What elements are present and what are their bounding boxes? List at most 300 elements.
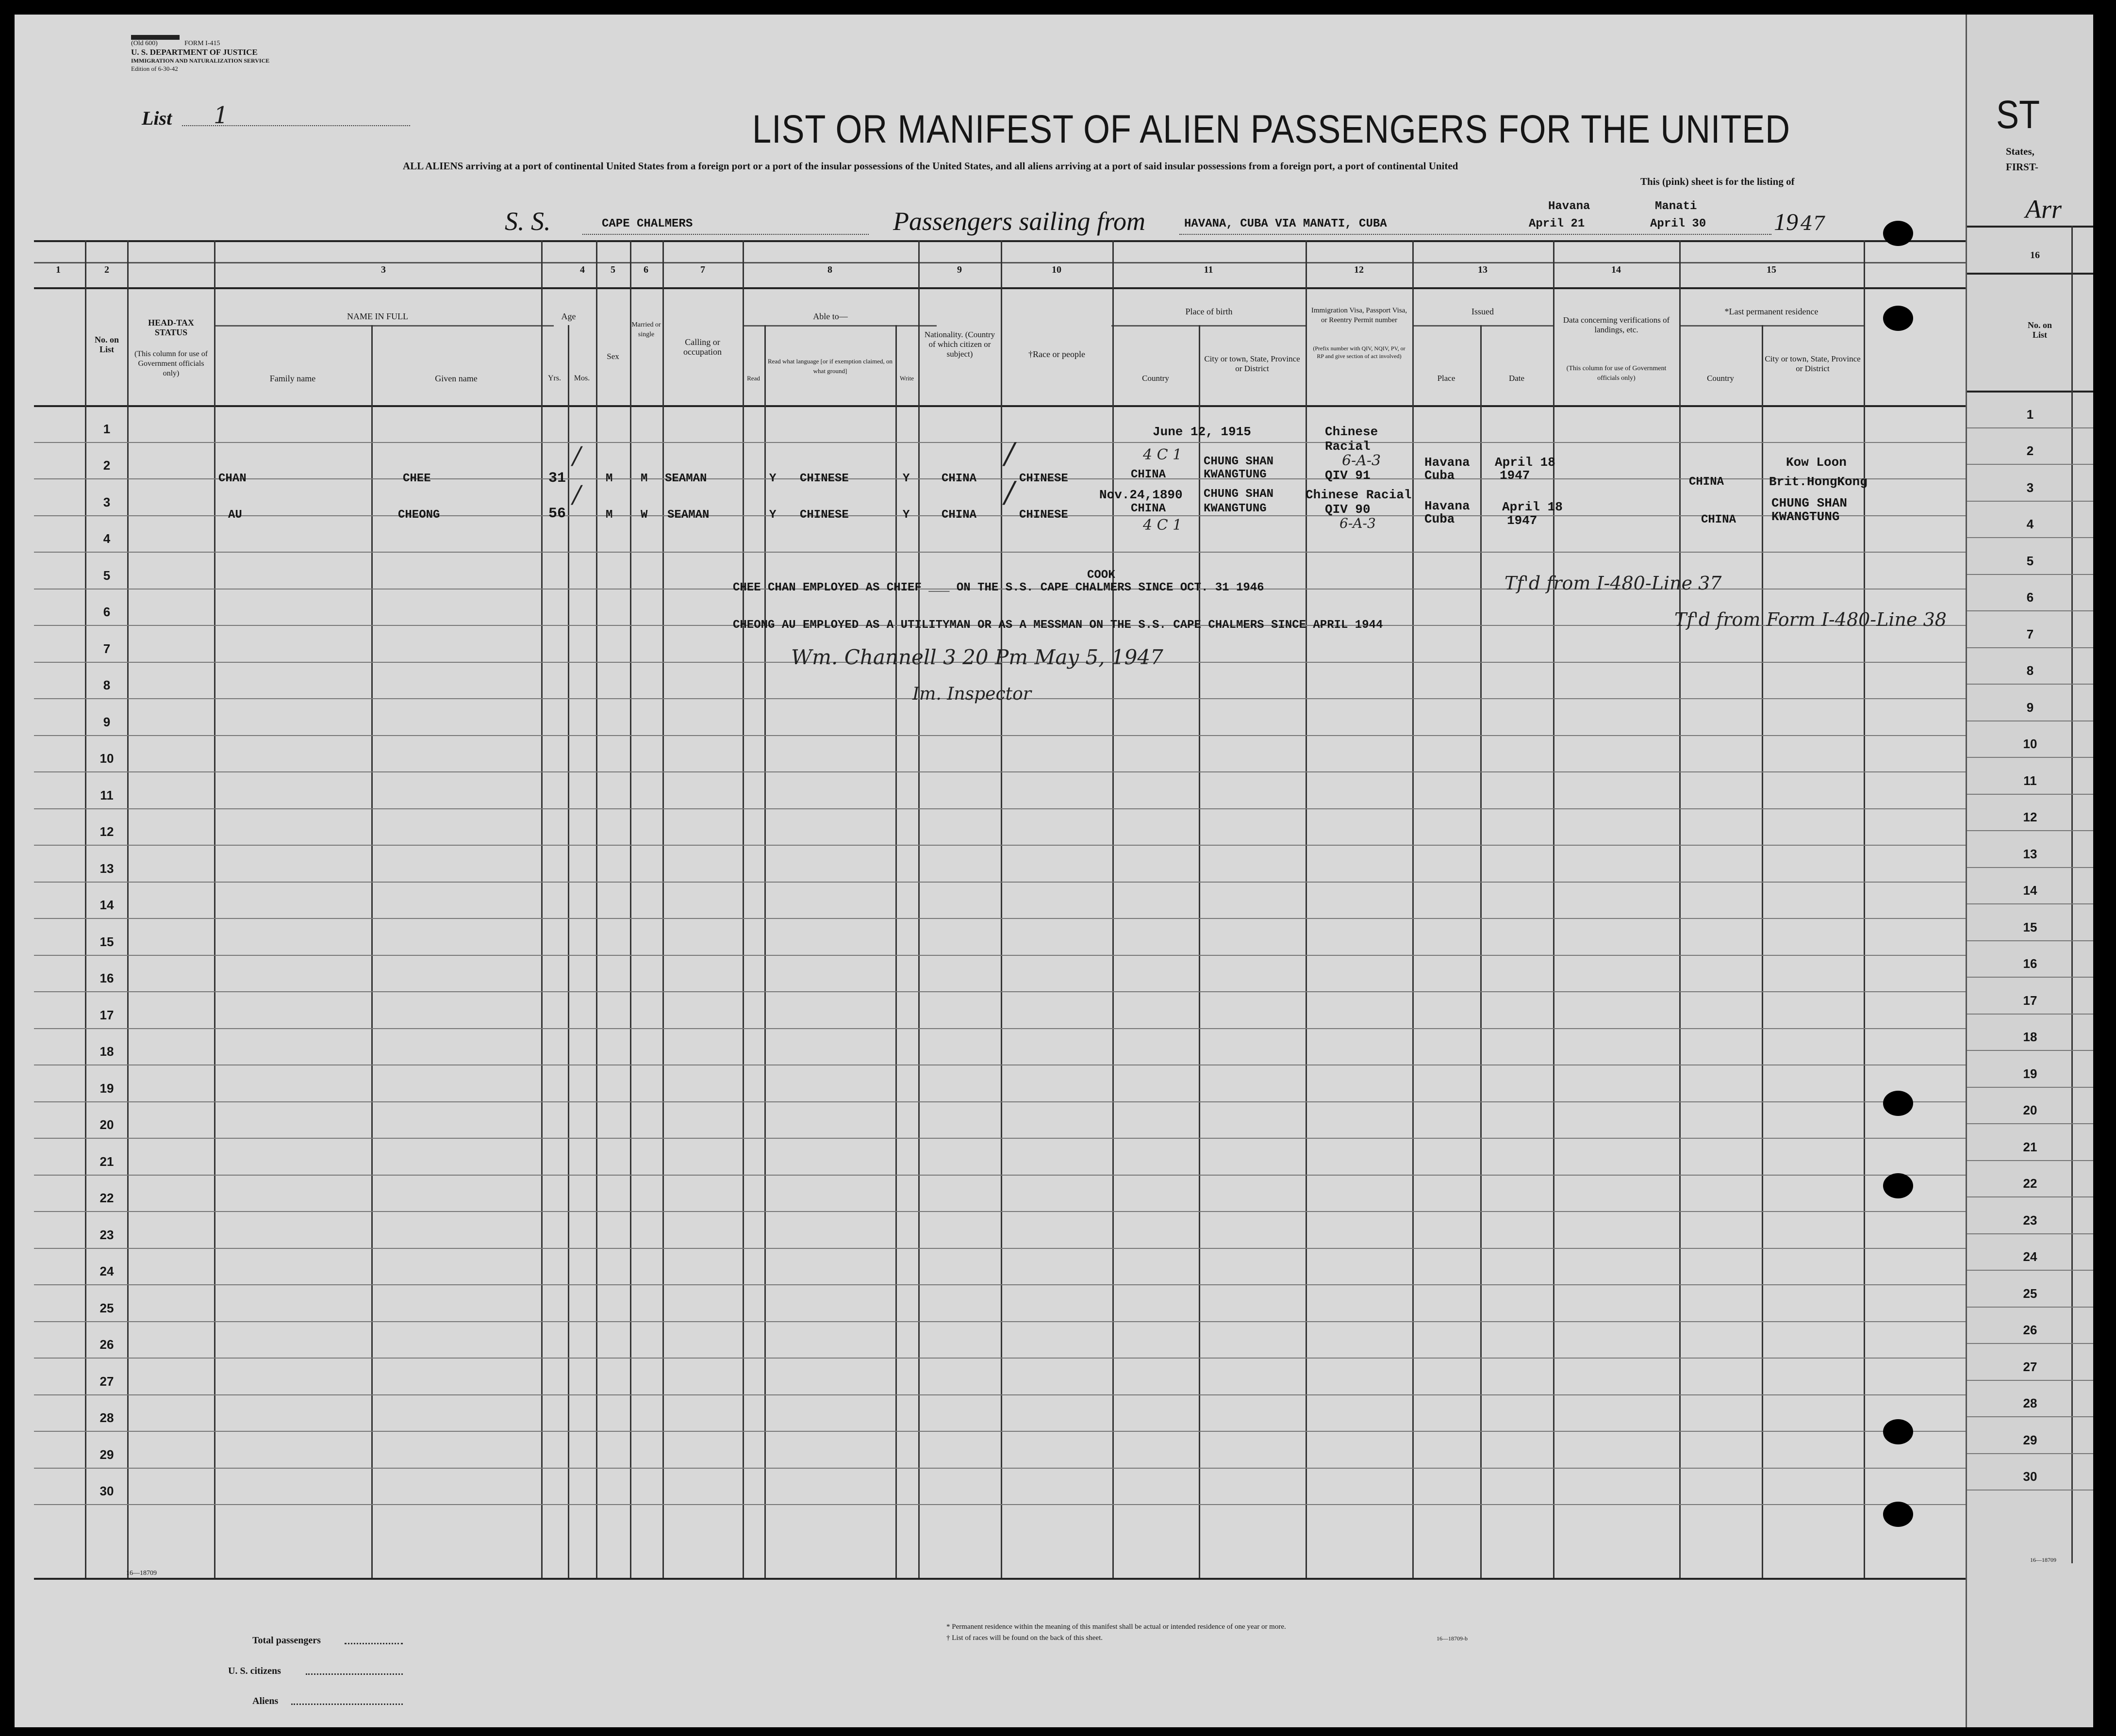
- row-line: [34, 735, 1980, 736]
- row-number: 27: [99, 1374, 114, 1389]
- us-citizens-line: [306, 1673, 403, 1675]
- row-number: 14: [99, 898, 114, 912]
- given-name-1: CHEE: [403, 472, 431, 485]
- row-line: [34, 1394, 1980, 1395]
- row-number: 6: [103, 605, 111, 619]
- punch-hole: [1883, 1173, 1913, 1198]
- manifest-subtitle: ALL ALIENS arriving at a port of continental United States from a foreign port or a port of the insular possessions of the United States, and all aliens arriving at a port of said insular possessions from a foreign port, a port of continental United: [403, 160, 1458, 172]
- header-data-note: (This column for use of Government officials only): [1566, 365, 1667, 382]
- header-birth-city: City or town, State, Province or District: [1204, 354, 1300, 373]
- header-write: Write: [899, 375, 914, 382]
- row-line-16: [1967, 867, 2093, 868]
- year-prefix: 19: [1774, 208, 1798, 235]
- read-2: Y: [769, 508, 777, 522]
- row-number: 20: [99, 1117, 114, 1132]
- aliens-line: [291, 1703, 403, 1705]
- row-number-16: 4: [2026, 517, 2034, 531]
- row-line-16: [1967, 1380, 2093, 1381]
- row-number: 8: [103, 678, 111, 692]
- row-line: [34, 1468, 1980, 1469]
- header-visa: Immigration Visa, Passport Visa, or Reentry Permit number: [1311, 307, 1407, 324]
- header-head-tax-note: (This column for use of Government officials only): [134, 350, 208, 377]
- column-number-line: [34, 262, 1980, 263]
- col-line: [1306, 240, 1307, 1578]
- row-line: [34, 918, 1980, 919]
- row-number-16: 24: [2023, 1249, 2037, 1264]
- language-2: CHINESE: [800, 508, 849, 522]
- col-line: [1762, 325, 1763, 1578]
- col-line: [371, 325, 373, 1578]
- row-number-16: 7: [2026, 626, 2034, 641]
- row-line-16: [1967, 940, 2093, 941]
- list-number: 1: [214, 102, 229, 129]
- table-top-line: [34, 240, 1980, 242]
- sailing-label: Passengers sailing from: [893, 207, 1146, 236]
- punch-hole: [1883, 1419, 1913, 1444]
- col-line: [1199, 325, 1200, 1578]
- us-citizens-label: U. S. citizens: [228, 1666, 281, 1676]
- row-line-16: [1967, 647, 2093, 648]
- col-line: [1553, 240, 1554, 1578]
- visa-2a: Chinese Racial: [1306, 488, 1412, 502]
- age-check-1: /: [573, 442, 581, 470]
- issued-year-1: 1947: [1500, 468, 1530, 483]
- row-number-16: 21: [2023, 1139, 2037, 1154]
- visa-1a: Chinese: [1325, 425, 1378, 439]
- row-number-16: 17: [2023, 993, 2037, 1008]
- column-number: 5: [611, 264, 615, 275]
- inspector-title: Im. Inspector: [912, 684, 1031, 704]
- col-line: [1679, 240, 1681, 1578]
- adjacent-col-line: [2071, 226, 2073, 1563]
- column-number: 2: [104, 264, 109, 275]
- header-read-language: Read what language [or if exemption claimed, on what ground]: [767, 358, 893, 375]
- punch-hole: [1883, 306, 1913, 331]
- ship-name: CAPE CHALMERS: [602, 217, 693, 230]
- row-line: [34, 1101, 1980, 1102]
- header-issued: Issued: [1471, 307, 1494, 316]
- row-line: [34, 808, 1980, 809]
- row-number: 11: [100, 787, 114, 802]
- column-number-16: 16: [2030, 250, 2040, 261]
- row-line: [34, 1321, 1980, 1322]
- race-1: CHINESE: [1019, 472, 1068, 485]
- header-able-to: Able to—: [813, 311, 848, 321]
- header-res-city: City or town, State, Province or District: [1765, 354, 1861, 373]
- col-line: [214, 240, 215, 1578]
- res-country-2: CHINA: [1701, 513, 1736, 526]
- row-number: 17: [99, 1007, 114, 1022]
- row-line-16: [1967, 1233, 2093, 1234]
- header-name-in-full: NAME IN FULL: [347, 311, 408, 321]
- row-number-16: 8: [2026, 663, 2034, 678]
- adjacent-subtitle-fragment: States,: [2006, 146, 2034, 157]
- total-passengers-line: [345, 1643, 403, 1644]
- sailing-line: [1179, 234, 1771, 235]
- row-number-16: 6: [2026, 590, 2034, 605]
- header-head-tax: HEAD-TAX STATUS: [148, 318, 194, 337]
- row-line-16: [1967, 464, 2093, 465]
- row-number: 13: [99, 861, 114, 876]
- col-line: [764, 325, 766, 1578]
- race-check-1: /: [1005, 437, 1015, 471]
- header-family-name: Family name: [269, 374, 316, 383]
- row-line-16: [1967, 903, 2093, 904]
- row-line-16: [1967, 1160, 2093, 1161]
- header-sex: Sex: [607, 352, 619, 361]
- total-passengers-label: Total passengers: [252, 1635, 321, 1646]
- row-number-16: 16: [2023, 956, 2037, 971]
- list-label: List: [142, 107, 172, 129]
- birth-date-1: June 12, 1915: [1153, 425, 1251, 439]
- header-bottom-line: [34, 405, 1980, 407]
- row-line-16: [1967, 1416, 2093, 1417]
- adjacent-subtitle-fragment-2: FIRST-: [2006, 161, 2038, 173]
- family-name-2: AU: [228, 508, 242, 522]
- row-number-16: 27: [2023, 1359, 2037, 1374]
- row-number: 29: [99, 1447, 114, 1462]
- write-1: Y: [903, 472, 910, 485]
- row-line-16: [1967, 537, 2093, 538]
- remark-line-5: CHEONG AU EMPLOYED AS A UTILITYMAN OR AS A MESSMAN ON THE S.S. CAPE CHALMERS SINCE APRIL 1944: [733, 619, 1383, 632]
- able-subheader-line: [743, 325, 937, 327]
- adjacent-header-top: [1967, 273, 2093, 275]
- header-no-on-list-16: No. on List: [2027, 320, 2052, 340]
- birth-province-2: KWANGTUNG: [1204, 502, 1267, 515]
- row-line-16: [1967, 1196, 2093, 1197]
- column-number: 14: [1611, 264, 1621, 275]
- issued-place-1b: Cuba: [1424, 468, 1455, 483]
- column-number: 3: [381, 264, 386, 275]
- issued-place-1: Havana: [1424, 455, 1470, 470]
- header-top-line: [34, 287, 1980, 289]
- row-number-16: 30: [2023, 1469, 2037, 1484]
- visa-1b: Racial: [1325, 439, 1371, 454]
- read-1: Y: [769, 472, 777, 485]
- visa-1c: 6-A-3: [1342, 452, 1381, 469]
- row-line-16: [1967, 1014, 2093, 1015]
- col-line: [1112, 240, 1114, 1578]
- marital-1: M: [641, 472, 648, 485]
- row-line-16: [1967, 794, 2093, 795]
- row-line-16: [1967, 977, 2093, 978]
- row-line-16: [1967, 610, 2093, 611]
- footnote-2: † List of races will be found on the back of this sheet.: [946, 1634, 1103, 1642]
- row-line-16: [1967, 1087, 2093, 1088]
- birth-note-1: 4 C 1: [1143, 446, 1182, 463]
- adjacent-header-bottom: [1967, 391, 2093, 393]
- ss-label: S. S.: [505, 207, 551, 236]
- punch-hole: [1883, 1502, 1913, 1527]
- row-line: [34, 991, 1980, 992]
- row-number: 3: [103, 494, 111, 509]
- year-suffix: 47: [1801, 213, 1825, 235]
- adjacent-sheet: [1966, 15, 2093, 1727]
- row-number-16: 3: [2026, 480, 2034, 495]
- remark-insert-cook: COOK: [1087, 569, 1115, 582]
- row-number-16: 28: [2023, 1396, 2037, 1410]
- visa-2c: 6-A-3: [1339, 515, 1376, 531]
- row-number-16: 10: [2023, 737, 2037, 751]
- row-number: 12: [99, 824, 114, 839]
- row-line: [34, 1211, 1980, 1212]
- header-place-of-birth: Place of birth: [1185, 307, 1233, 316]
- row-number-16: 14: [2023, 883, 2037, 898]
- row-line-16: [1967, 830, 2093, 831]
- row-number: 15: [99, 934, 114, 949]
- header-mos: Mos.: [574, 374, 590, 382]
- row-line-16: [1967, 574, 2093, 575]
- table-bottom-line: [34, 1578, 1980, 1580]
- row-line-16: [1967, 684, 2093, 685]
- row-number: 25: [99, 1300, 114, 1315]
- column-number: 1: [56, 264, 61, 275]
- row-number-16: 5: [2026, 553, 2034, 568]
- row-number: 28: [99, 1410, 114, 1425]
- birth-country-1: CHINA: [1131, 468, 1166, 481]
- col-line: [85, 240, 86, 1578]
- family-name-1: CHAN: [218, 472, 247, 485]
- given-name-2: CHEONG: [398, 508, 440, 522]
- birth-note-2: 4 C 1: [1143, 517, 1182, 534]
- header-visa-note: (Prefix number with QIV, NQIV, PV, or RP and give section of act involved): [1313, 345, 1405, 360]
- occupation-1: SEAMAN: [665, 472, 707, 485]
- race-2: CHINESE: [1019, 508, 1068, 522]
- row-number: 19: [99, 1081, 114, 1096]
- header-res-country: Country: [1707, 374, 1734, 383]
- row-number: 21: [99, 1154, 114, 1169]
- row-number-16: 12: [2023, 810, 2037, 824]
- row-line-16: [1967, 427, 2093, 428]
- row-line: [34, 515, 1980, 516]
- service: IMMIGRATION AND NATURALIZATION SERVICE: [131, 57, 270, 64]
- res-city-1b: Brit.HongKong: [1769, 475, 1868, 489]
- adjacent-title-fragment: ST: [1996, 93, 2040, 137]
- header-no-on-list: No. on List: [94, 335, 119, 354]
- row-number: 30: [99, 1484, 114, 1498]
- row-line-16: [1967, 1307, 2093, 1308]
- row-number-16: 23: [2023, 1212, 2037, 1228]
- manifest-title: LIST OR MANIFEST OF ALIEN PASSENGERS FOR THE UNITED: [752, 107, 1790, 151]
- row-number-16: 18: [2023, 1030, 2037, 1044]
- row-number-16: 15: [2023, 919, 2037, 934]
- date-2: April 30: [1650, 217, 1706, 230]
- nationality-1: CHINA: [942, 472, 977, 485]
- race-check-2: /: [1005, 475, 1015, 509]
- row-line: [34, 1175, 1980, 1176]
- age-2: 56: [548, 506, 566, 522]
- occupation-2: SEAMAN: [667, 508, 710, 522]
- birth-city-1: CHUNG SHAN: [1204, 455, 1274, 468]
- row-line-16: [1967, 501, 2093, 502]
- row-number: 22: [99, 1191, 114, 1205]
- issued-date-2: April 18: [1502, 500, 1563, 514]
- print-code-left: 16—18709: [126, 1570, 157, 1577]
- adjacent-print-code: 16—18709: [2030, 1556, 2056, 1563]
- birth-subheader-line: [1111, 325, 1306, 327]
- port-1: Havana: [1548, 200, 1590, 213]
- aliens-label: Aliens: [252, 1696, 279, 1706]
- header-married: Married or single: [631, 321, 661, 338]
- row-number-16: 25: [2023, 1286, 2037, 1301]
- col-line: [1001, 240, 1002, 1578]
- col-line: [743, 240, 744, 1578]
- issued-subheader-line: [1412, 325, 1553, 327]
- col-line: [127, 240, 129, 1578]
- adjacent-top-line: [1967, 226, 2093, 228]
- age-check-2: /: [573, 480, 581, 508]
- remark-handwritten-5: Tf'd from Form I-480-Line 38: [1674, 609, 1947, 630]
- row-number: 26: [99, 1337, 114, 1352]
- row-number-16: 13: [2023, 846, 2037, 861]
- issued-year-2: 1947: [1507, 513, 1537, 528]
- port-2: Manati: [1655, 200, 1697, 213]
- row-line: [34, 1358, 1980, 1359]
- header-last-residence: *Last permanent residence: [1724, 307, 1818, 316]
- age-1: 31: [548, 470, 566, 487]
- col-line: [1480, 325, 1482, 1578]
- row-number: 9: [103, 714, 111, 729]
- row-line-16: [1967, 1453, 2093, 1454]
- birth-city-2: CHUNG SHAN: [1204, 488, 1274, 501]
- column-number: 7: [700, 264, 705, 275]
- row-number: 23: [99, 1227, 114, 1242]
- footnote-1: * Permanent residence within the meaning of this manifest shall be actual or intended residence of one year or more.: [946, 1623, 1286, 1631]
- row-number: 5: [103, 568, 111, 583]
- col-line: [596, 240, 597, 1578]
- row-number-16: 9: [2026, 700, 2034, 715]
- form-number: FORM I-415: [184, 40, 220, 47]
- issued-place-2: Havana: [1424, 499, 1470, 513]
- row-line: [34, 1248, 1980, 1249]
- header-issued-date: Date: [1508, 374, 1525, 383]
- remark-handwritten-4: Tf'd from I-480-Line 37: [1504, 573, 1722, 594]
- issued-date-1: April 18: [1495, 455, 1555, 470]
- row-number-16: 11: [2023, 773, 2037, 788]
- header-birth-country: Country: [1142, 374, 1169, 383]
- sex-1: M: [606, 472, 613, 485]
- row-line: [34, 845, 1980, 846]
- row-line-16: [1967, 1343, 2093, 1344]
- manifest-subtitle-2: This (pink) sheet is for the listing of: [1640, 176, 1795, 187]
- row-line: [34, 552, 1980, 553]
- sailing-from: HAVANA, CUBA VIA MANATI, CUBA: [1184, 217, 1387, 230]
- old-form-number: (Old 600): [131, 40, 158, 47]
- column-number: 6: [644, 264, 648, 275]
- inspector-signature: Wm. Channell 3 20 Pm May 5, 1947: [791, 645, 1163, 669]
- header-age: Age: [561, 311, 576, 321]
- res-city-2: CHUNG SHAN: [1771, 496, 1848, 510]
- row-line: [34, 771, 1980, 772]
- header-nationality: Nationality. (Country of which citizen or subject): [924, 330, 995, 359]
- row-line: [34, 955, 1980, 956]
- marital-2: W: [641, 508, 648, 522]
- row-number-16: 19: [2023, 1066, 2037, 1081]
- row-line-16: [1967, 757, 2093, 758]
- column-number: 8: [827, 264, 832, 275]
- row-line: [34, 1138, 1980, 1139]
- remark-line-4: CHEE CHAN EMPLOYED AS CHIEF ___ ON THE S.S. CAPE CHALMERS SINCE OCT. 31 1946: [733, 581, 1264, 594]
- form-strike: [131, 35, 180, 40]
- birth-date-2: Nov.24,1890: [1099, 488, 1183, 502]
- row-number-16: 20: [2023, 1103, 2037, 1117]
- sex-2: M: [606, 508, 613, 522]
- col-line: [630, 240, 631, 1578]
- header-data-concerning: Data concerning verifications of landings, etc.: [1563, 315, 1670, 334]
- row-number: 10: [99, 751, 114, 766]
- row-line: [34, 1431, 1980, 1432]
- punch-hole: [1883, 221, 1913, 246]
- write-2: Y: [903, 508, 910, 522]
- header-calling: Calling or occupation: [683, 337, 722, 357]
- row-number: 16: [99, 971, 114, 985]
- department: U. S. DEPARTMENT OF JUSTICE: [131, 48, 258, 57]
- res-city-2b: KWANGTUNG: [1771, 509, 1840, 524]
- language-1: CHINESE: [800, 472, 849, 485]
- issued-place-2b: Cuba: [1424, 512, 1455, 526]
- row-line: [34, 1504, 1980, 1505]
- print-code-footnote: 16—18709-b: [1437, 1635, 1468, 1642]
- col-line: [918, 240, 920, 1578]
- header-issued-place: Place: [1437, 374, 1455, 383]
- edition: Edition of 6-30-42: [131, 65, 178, 72]
- nationality-2: CHINA: [942, 508, 977, 522]
- column-number: 9: [957, 264, 962, 275]
- visa-2d: QIV 90: [1325, 502, 1371, 517]
- row-line: [34, 1284, 1980, 1285]
- row-line: [34, 882, 1980, 883]
- col-line: [568, 325, 569, 1578]
- header-yrs: Yrs.: [547, 374, 562, 382]
- row-number: 2: [103, 458, 111, 473]
- row-number-16: 22: [2023, 1176, 2037, 1191]
- column-number: 4: [580, 264, 585, 275]
- row-number: 4: [103, 531, 111, 546]
- birth-country-2: CHINA: [1131, 502, 1166, 515]
- col-line: [1412, 240, 1414, 1578]
- ship-line: [582, 234, 869, 235]
- res-country-1: CHINA: [1689, 475, 1724, 489]
- row-number-16: 29: [2023, 1432, 2037, 1447]
- column-number: 13: [1478, 264, 1488, 275]
- col-line: [662, 240, 664, 1578]
- row-number-16: 26: [2023, 1323, 2037, 1337]
- res-city-1: Kow Loon: [1786, 455, 1847, 470]
- col-line: [541, 240, 543, 1578]
- adjacent-arriving-fragment: Arr: [2025, 195, 2062, 224]
- visa-1d: QIV 91: [1325, 468, 1371, 483]
- column-number: 12: [1354, 264, 1364, 275]
- residence-subheader-line: [1679, 325, 1864, 327]
- row-number: 18: [99, 1044, 114, 1059]
- row-line: [34, 1028, 1980, 1029]
- row-line-16: [1967, 1123, 2093, 1124]
- date-1: April 21: [1529, 217, 1585, 230]
- punch-hole: [1883, 1091, 1913, 1116]
- column-number: 15: [1767, 264, 1776, 275]
- header-given-name: Given name: [435, 374, 478, 383]
- row-line-16: [1967, 1270, 2093, 1271]
- col-line: [1864, 240, 1865, 1578]
- column-number: 11: [1204, 264, 1213, 275]
- name-subheader-line: [214, 325, 554, 327]
- row-number: 1: [103, 421, 111, 436]
- col-line: [895, 325, 897, 1578]
- manifest-sheet: [15, 15, 2058, 1727]
- header-race: †Race or people: [1028, 349, 1085, 359]
- birth-province-1: KWANGTUNG: [1204, 468, 1267, 481]
- row-line-16: [1967, 1050, 2093, 1051]
